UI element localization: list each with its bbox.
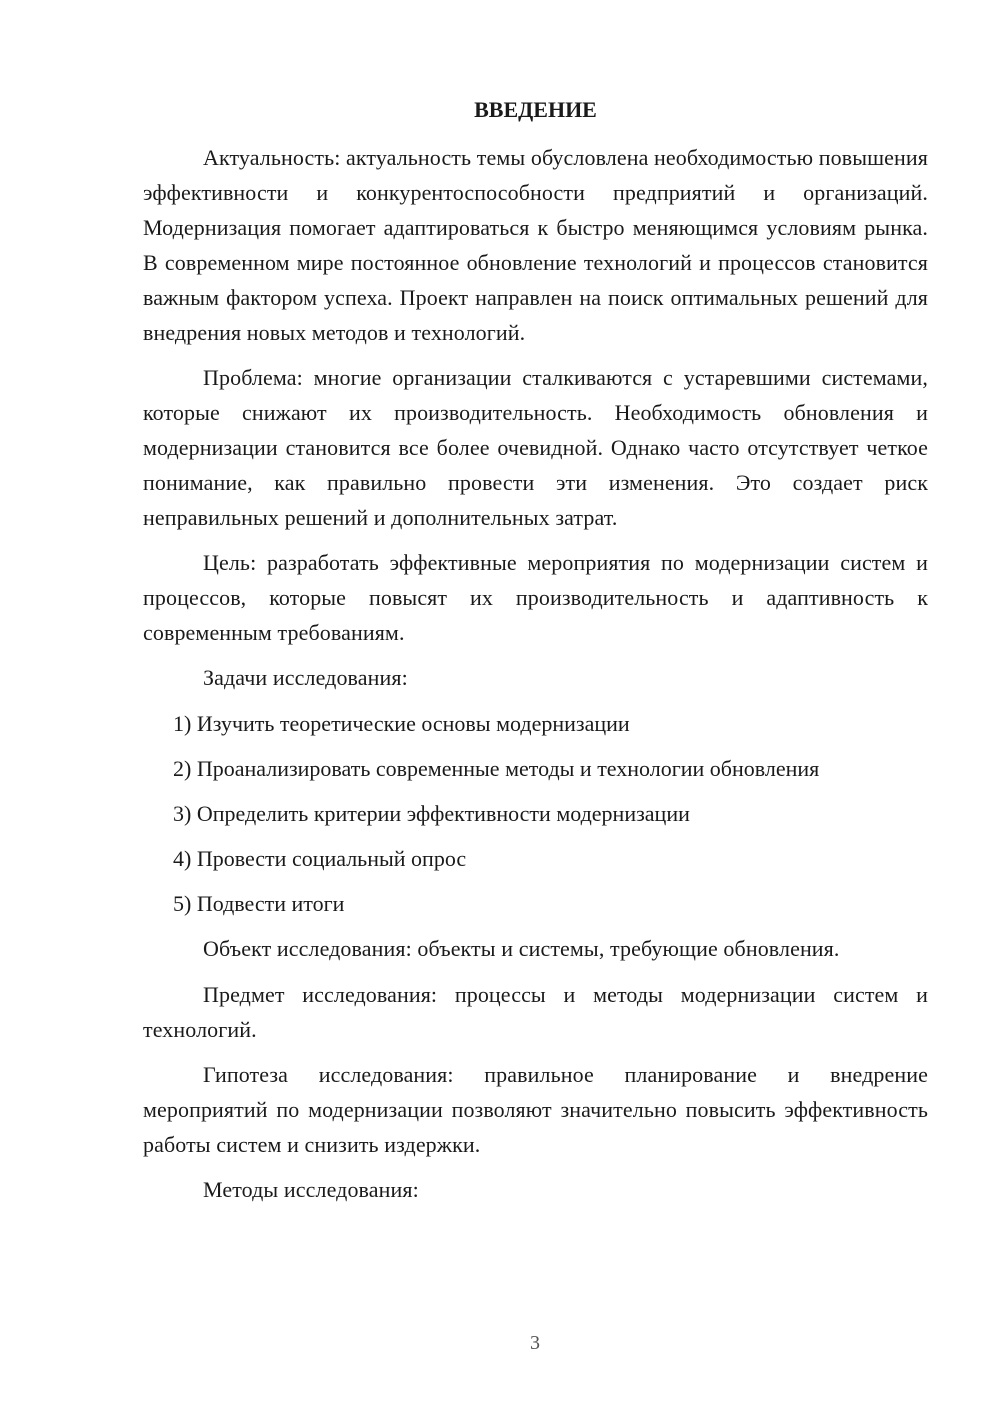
list-item: 1) Изучить теоретические основы модернизации: [173, 711, 630, 736]
paragraph-hypothesis: Гипотеза исследования: правильное планирование и внедрение мероприятий по модернизации позволяют значительно повысить эффективность работы систем и снизить издержки.: [143, 1062, 928, 1157]
list-item: 5) Подвести итоги: [173, 891, 345, 916]
list-item: 2) Проанализировать современные методы и технологии обновления: [173, 756, 820, 781]
list-item: 3) Определить критерии эффективности модернизации: [173, 801, 690, 826]
list-item: 4) Провести социальный опрос: [173, 846, 467, 871]
paragraph-relevance: Актуальность: актуальность темы обусловлена необходимостью повышения эффективности и конкурентоспособности предприятий и организаций. Модернизация помогает адаптироваться к быстро меняющимся условиям рынка. В современном мире постоянное обновление технологий и процессов становится важным фактором успеха. Проект направлен на поиск оптимальных решений для внедрения новых методов и технологий.: [143, 145, 928, 345]
tasks-heading: Задачи исследования:: [203, 665, 408, 690]
paragraph-problem: Проблема: многие организации сталкиваются с устаревшими системами, которые снижают их производительность. Необходимость обновления и модернизации становится все более очевидной. Однако часто отсутствует четкое понимание, как правильно провести эти изменения. Это создает риск неправильных решений и дополнительных затрат.: [143, 365, 928, 530]
methods-heading: Методы исследования:: [203, 1177, 419, 1202]
tasks-list: [143, 706, 928, 921]
document-page: [143, 92, 928, 1218]
section-title: ВВЕДЕНИЕ: [474, 97, 597, 122]
page-number: 3: [530, 1332, 540, 1354]
paragraph-goal: Цель: разработать эффективные мероприятия по модернизации систем и процессов, которые повысят их производительность и адаптивность к современным требованиям.: [143, 550, 928, 645]
paragraph-object: Объект исследования: объекты и системы, требующие обновления.: [203, 936, 840, 961]
paragraph-subject: Предмет исследования: процессы и методы модернизации систем и технологий.: [143, 982, 928, 1042]
